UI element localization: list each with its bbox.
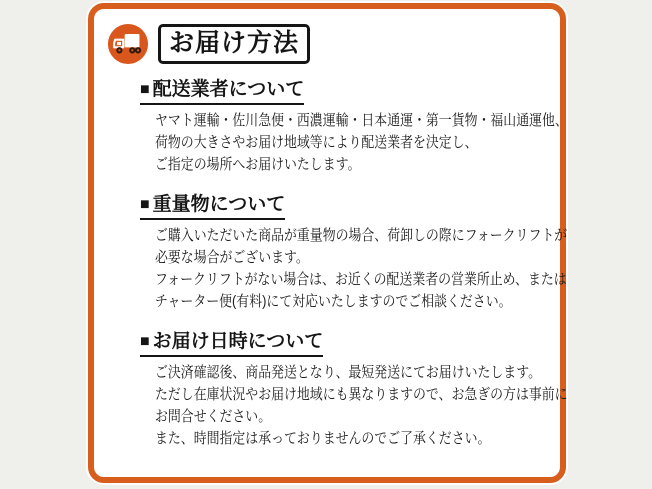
section-heavy-items	[140, 189, 568, 313]
page-title: お届け方法	[158, 24, 310, 64]
body-text-line: ただし在庫状況やお届け地域にも異なりますので、お急ぎの方は事前に	[155, 386, 568, 403]
body-text-line: ご指定の場所へお届けいたします。	[155, 156, 361, 173]
body-text-line: 必要な場合がございます。	[155, 249, 309, 266]
body-text-line: ご決済確認後、商品発送となり、最短発送にてお届けいたします。	[155, 364, 541, 381]
sections-container	[140, 74, 568, 450]
truck-icon	[107, 23, 149, 65]
square-bullet-icon: ■	[140, 333, 150, 350]
section-heading-label: お届け日時について	[152, 331, 324, 352]
body-text-line: 荷物の大きさやお届け地域等により配送業者を決定し、	[155, 134, 478, 151]
square-bullet-icon: ■	[140, 196, 150, 213]
section-delivery-company	[140, 74, 568, 176]
body-text-line: また、時間指定は承っておりませんのでご了承ください。	[155, 430, 491, 447]
section-heading	[140, 74, 304, 105]
body-text-line: フォークリフトがない場合は、お近くの配送業者の営業所止め、または	[155, 271, 567, 288]
square-bullet-icon: ■	[140, 81, 150, 98]
body-text-line: お問合せください。	[155, 408, 272, 425]
section-heading-label: 重量物について	[152, 194, 286, 215]
body-text-line: ご購入いただいた商品が重量物の場合、荷卸しの際にフォークリフトが	[155, 227, 568, 244]
section-heading	[140, 189, 285, 220]
delivery-info-panel	[88, 3, 566, 483]
section-heading-label: 配送業者について	[152, 79, 305, 100]
panel-header	[107, 23, 560, 65]
section-delivery-datetime	[140, 326, 568, 450]
body-text-line: チャーター便(有料)にて対応いたしますのでご相談ください。	[155, 293, 512, 310]
section-heading	[140, 326, 323, 357]
body-text-line: ヤマト運輸・佐川急便・西濃運輸・日本通運・第一貨物・福山通運他、	[155, 112, 568, 129]
